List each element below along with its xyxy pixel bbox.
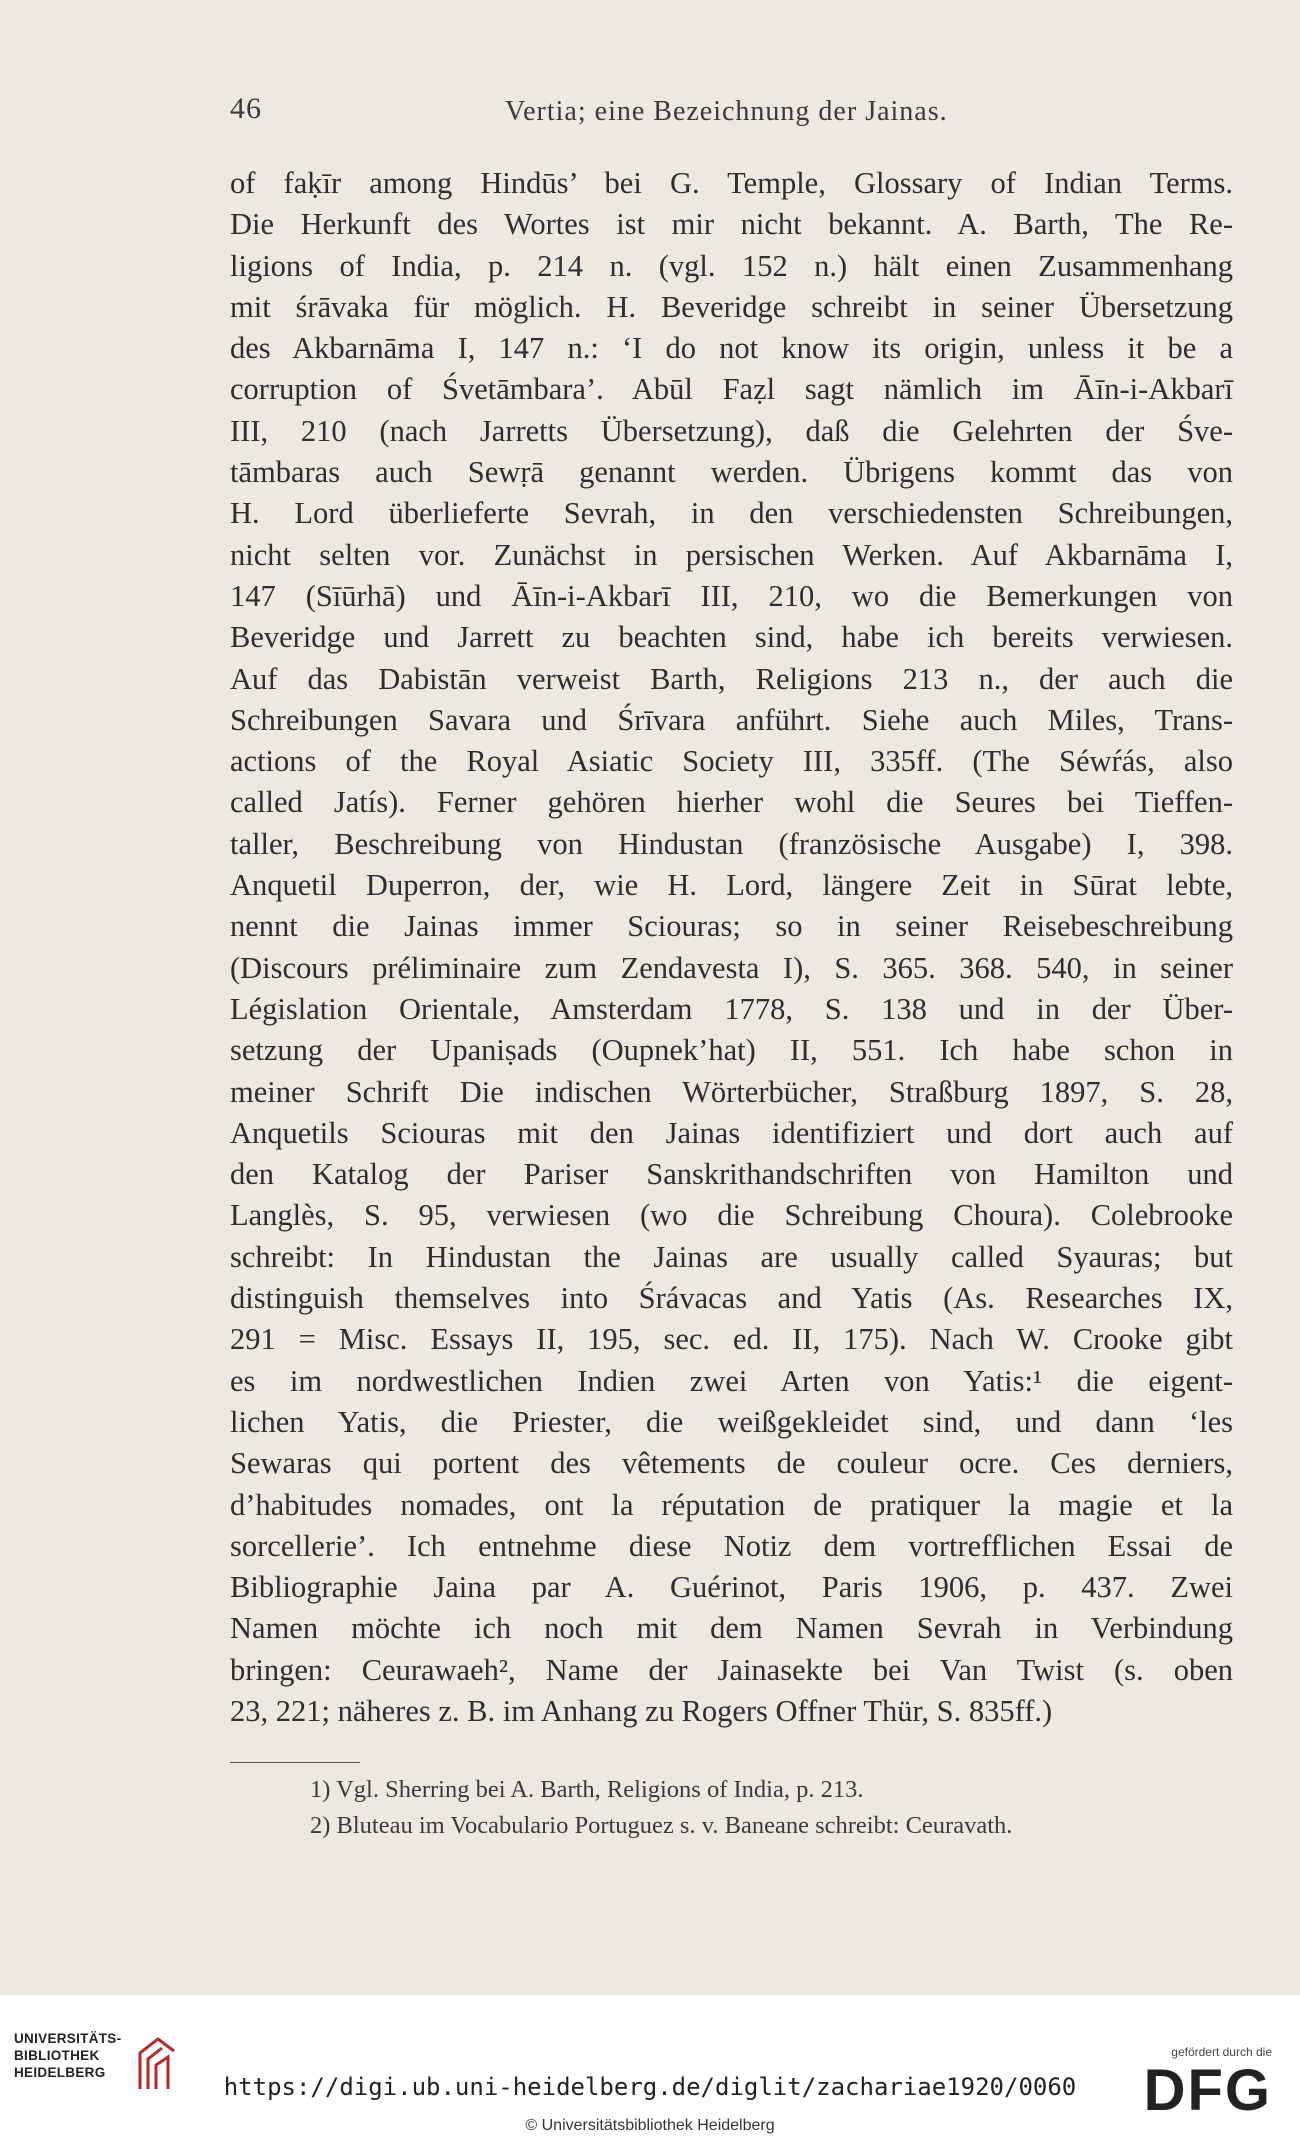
footnotes bbox=[230, 1772, 1233, 1844]
text-line: (Discours préliminaire zum Zendavesta I), S. 365. 368. 540, in seiner bbox=[230, 950, 1233, 985]
text-line: Auf das Dabistān verweist Barth, Religions 213 n., der auch die bbox=[230, 661, 1233, 696]
footnote-2: 2) Bluteau im Vocabulario Portuguez s. v. Baneane schreibt: Ceuravath. bbox=[310, 1812, 1013, 1839]
text-line: tāmbaras auch Sewṛā genannt werden. Übrigens kommt das von bbox=[230, 455, 1233, 490]
text-line: corruption of Śvetāmbara’. Abūl Faẓl sagt nämlich im Āīn-i-Akbarī bbox=[230, 372, 1233, 407]
viewer-footer bbox=[0, 1995, 1300, 2145]
text-line: Anquetils Sciouras mit den Jainas identifiziert und dort auch auf bbox=[230, 1115, 1233, 1150]
text-line: distinguish themselves into Śrávacas and Yatis (As. Researches IX, bbox=[230, 1281, 1233, 1316]
text-line: bringen: Ceurawaeh², Name der Jainasekte bei Van Twist (s. oben bbox=[230, 1652, 1233, 1687]
text-line: Langlès, S. 95, verwiesen (wo die Schreibung Choura). Colebrooke bbox=[230, 1198, 1233, 1233]
text-line: III, 210 (nach Jarretts Übersetzung), daß die Gelehrten der Śve- bbox=[230, 413, 1233, 448]
text-line: taller, Beschreibung von Hindustan (französische Ausgabe) I, 398. bbox=[230, 826, 1233, 861]
text-line: of faḳīr among Hindūs’ bei G. Temple, Glossary of Indian Terms. bbox=[230, 166, 1233, 200]
text-line: called Jatís). Ferner gehören hierher wohl die Seures bei Tieffen- bbox=[230, 785, 1233, 820]
text-line: H. Lord überlieferte Sevrah, in den verschiedensten Schreibungen, bbox=[230, 496, 1233, 531]
text-line: den Katalog der Pariser Sanskrithandschriften von Hamilton und bbox=[230, 1157, 1233, 1192]
text-line: actions of the Royal Asiatic Society III, 335ff. (The Séwŕás, also bbox=[230, 744, 1233, 779]
text-line: des Akbarnāma I, 147 n.: ‘I do not know its origin, unless it be a bbox=[230, 331, 1233, 366]
library-name-line-1: UNIVERSITÄTS- bbox=[14, 2031, 122, 2046]
text-line: Schreibungen Savara und Śrīvara anführt. Siehe auch Miles, Trans- bbox=[230, 702, 1233, 737]
text-line: meiner Schrift Die indischen Wörterbücher, Straßburg 1897, S. 28, bbox=[230, 1074, 1233, 1109]
text-line: setzung der Upaniṣads (Oupnek’hat) II, 551. Ich habe schon in bbox=[230, 1033, 1233, 1068]
text-line: es im nordwestlichen Indien zwei Arten von Yatis:¹ die eigent- bbox=[230, 1363, 1233, 1398]
dfg-logo: DFG bbox=[1143, 2058, 1272, 2123]
page-header bbox=[230, 92, 1230, 132]
text-line: Die Herkunft des Wortes ist mir nicht bekannt. A. Barth, The Re- bbox=[230, 207, 1233, 242]
text-line: Beveridge und Jarrett zu beachten sind, habe ich bereits verwiesen. bbox=[230, 620, 1233, 655]
page-number: 46 bbox=[230, 92, 262, 125]
text-line: 147 (Sīūrhā) und Āīn-i-Akbarī III, 210, wo die Bemerkungen von bbox=[230, 578, 1233, 613]
text-line: nennt die Jainas immer Sciouras; so in seiner Reisebeschreibung bbox=[230, 909, 1233, 944]
text-line: mit śrāvaka für möglich. H. Beveridge schreibt in seiner Übersetzung bbox=[230, 289, 1233, 324]
text-line: Législation Orientale, Amsterdam 1778, S. 138 und in der Über- bbox=[230, 991, 1233, 1026]
page-url-link[interactable]: https://digi.ub.uni-heidelberg.de/diglit/zachariae1920/0060 bbox=[223, 2073, 1077, 2101]
text-line: nicht selten vor. Zunächst in persischen Werken. Auf Akbarnāma I, bbox=[230, 537, 1233, 572]
running-head: Vertia; eine Bezeichnung der Jainas. bbox=[505, 96, 948, 127]
footnote-1: 1) Vgl. Sherring bei A. Barth, Religions of India, p. 213. bbox=[310, 1776, 864, 1803]
library-name-line-3: HEIDELBERG bbox=[14, 2065, 106, 2080]
text-line: lichen Yatis, die Priester, die weißgekleidet sind, und dann ‘les bbox=[230, 1404, 1233, 1439]
text-line: d’habitudes nomades, ont la réputation de pratiquer la magie et la bbox=[230, 1487, 1233, 1522]
text-line: sorcellerie’. Ich entnehme diese Notiz dem vortrefflichen Essai de bbox=[230, 1528, 1233, 1563]
text-line: 23, 221; näheres z. B. im Anhang zu Rogers Offner Thür, S. 835ff.) bbox=[230, 1693, 1053, 1728]
text-line: Anquetil Duperron, der, wie H. Lord, längere Zeit in Sūrat lebte, bbox=[230, 868, 1233, 903]
body-text bbox=[230, 163, 1233, 1732]
dfg-caption: gefördert durch die bbox=[1171, 2045, 1272, 2059]
text-line: Bibliographie Jaina par A. Guérinot, Paris 1906, p. 437. Zwei bbox=[230, 1570, 1233, 1605]
text-line: ligions of India, p. 214 n. (vgl. 152 n.) hält einen Zusammenhang bbox=[230, 248, 1233, 283]
library-name-line-2: BIBLIOTHEK bbox=[14, 2048, 100, 2063]
text-line: 291 = Misc. Essays II, 195, sec. ed. II, 175). Nach W. Crooke gibt bbox=[230, 1322, 1233, 1357]
text-line: Namen möchte ich noch mit dem Namen Sevrah in Verbindung bbox=[230, 1611, 1233, 1646]
copyright-notice: © Universitätsbibliothek Heidelberg bbox=[525, 2117, 775, 2134]
text-line: Sewaras qui portent des vêtements de couleur ocre. Ces derniers, bbox=[230, 1446, 1233, 1481]
footnote-rule bbox=[230, 1762, 360, 1763]
text-line: schreibt: In Hindustan the Jainas are usually called Syauras; but bbox=[230, 1239, 1233, 1274]
